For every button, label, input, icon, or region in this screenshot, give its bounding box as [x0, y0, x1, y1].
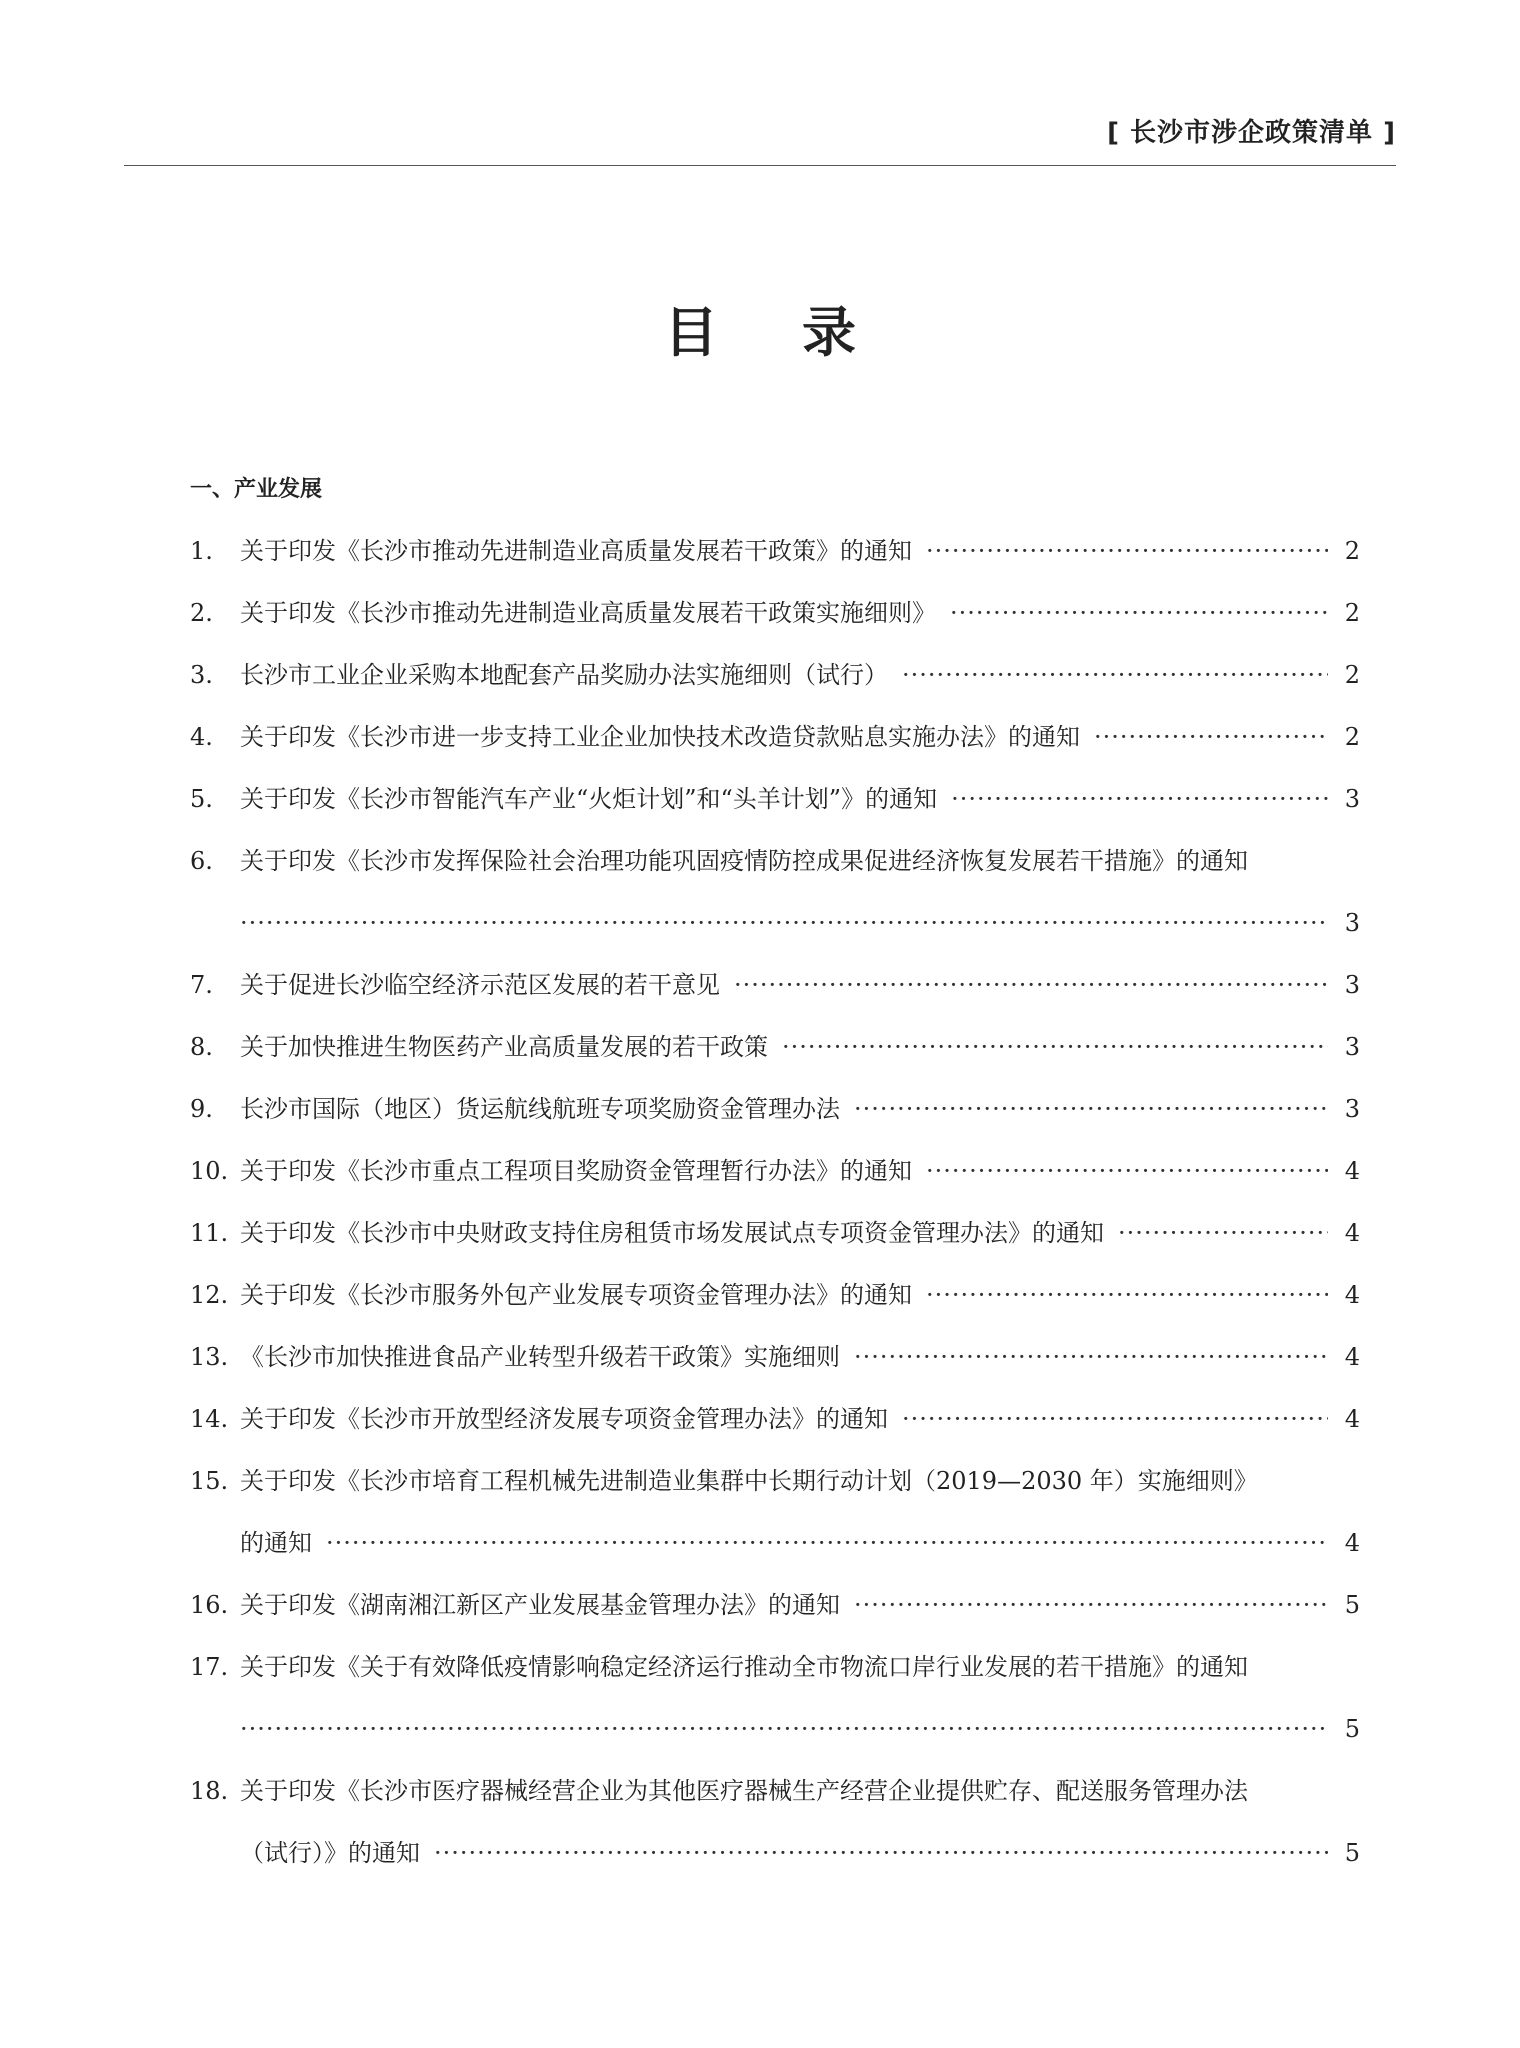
toc-entry-page: 4 [1344, 1529, 1360, 1557]
toc-entry-title: 关于印发《长沙市进一步支持工业企业加快技术改造贷款贴息实施办法》的通知 [240, 723, 1080, 751]
toc-entry-page: 3 [1344, 909, 1360, 937]
toc-entry[interactable] [190, 1264, 1360, 1326]
toc-entry-title: 长沙市国际（地区）货运航线航班专项奖励资金管理办法 [240, 1095, 840, 1123]
table-of-contents [190, 520, 1360, 1884]
toc-entry[interactable] [190, 1450, 1360, 1512]
toc-entry-title: 关于印发《长沙市推动先进制造业高质量发展若干政策》的通知 [240, 537, 912, 565]
toc-entry-page: 2 [1344, 723, 1360, 751]
toc-entry-page: 4 [1344, 1343, 1360, 1371]
toc-entry-number: 13. [190, 1343, 229, 1371]
toc-entry-title: 关于印发《长沙市重点工程项目奖励资金管理暂行办法》的通知 [240, 1157, 912, 1185]
toc-entry-number: 15. [190, 1467, 229, 1495]
toc-entry-continuation[interactable] [190, 1698, 1360, 1760]
toc-entry-title-continued: （试行）》的通知 [240, 1839, 420, 1867]
toc-entry-number: 4. [190, 723, 213, 751]
toc-entry-number: 1. [190, 537, 213, 565]
page-title [0, 290, 1520, 367]
toc-entry-title-continued: 的通知 [240, 1529, 312, 1557]
toc-entry-number: 3. [190, 661, 213, 689]
toc-entry-title: 关于印发《关于有效降低疫情影响稳定经济运行推动全市物流口岸行业发展的若干措施》的通知 [240, 1653, 1248, 1681]
toc-entry[interactable] [190, 706, 1360, 768]
toc-entry-title: 关于印发《长沙市中央财政支持住房租赁市场发展试点专项资金管理办法》的通知 [240, 1219, 1104, 1247]
toc-entry-page: 3 [1344, 1033, 1360, 1061]
toc-entry-page: 2 [1344, 599, 1360, 627]
toc-entry-page: 3 [1344, 785, 1360, 813]
toc-entry-continuation[interactable] [190, 892, 1360, 954]
toc-entry-title: 关于印发《湖南湘江新区产业发展基金管理办法》的通知 [240, 1591, 840, 1619]
toc-entry-page: 5 [1344, 1839, 1360, 1867]
dot-leader [240, 1698, 1328, 1760]
toc-entry-title: 关于印发《长沙市医疗器械经营企业为其他医疗器械生产经营企业提供贮存、配送服务管理办法 [240, 1777, 1248, 1805]
toc-entry[interactable] [190, 1016, 1360, 1078]
toc-entry[interactable] [190, 1574, 1360, 1636]
toc-entry-number: 14. [190, 1405, 229, 1433]
dot-leader [1118, 1202, 1328, 1264]
toc-entry-number: 8. [190, 1033, 213, 1061]
toc-entry[interactable] [190, 1078, 1360, 1140]
toc-entry-number: 11. [190, 1219, 229, 1247]
header-divider [124, 165, 1396, 166]
toc-entry-number: 6. [190, 847, 213, 875]
toc-entry-continuation[interactable] [190, 1822, 1360, 1884]
title-char-1: 目 [664, 301, 718, 364]
toc-entry-title: 关于印发《长沙市智能汽车产业“火炬计划”和“头羊计划”》的通知 [240, 785, 938, 813]
dot-leader [951, 768, 1328, 830]
toc-entry-title: 关于促进长沙临空经济示范区发展的若干意见 [240, 971, 720, 999]
dot-leader [854, 1078, 1328, 1140]
dot-leader [854, 1326, 1328, 1388]
toc-entry-title: 关于印发《长沙市培育工程机械先进制造业集群中长期行动计划（2019—2030 年）实施细则》 [240, 1467, 1258, 1495]
toc-entry-number: 2. [190, 599, 213, 627]
toc-entry-title: 长沙市工业企业采购本地配套产品奖励办法实施细则（试行） [240, 661, 888, 689]
dot-leader [902, 644, 1328, 706]
toc-entry[interactable] [190, 520, 1360, 582]
running-header-title: [ 长沙市涉企政策清单 ] [1107, 118, 1396, 148]
dot-leader [734, 954, 1328, 1016]
title-char-2: 录 [802, 301, 856, 364]
toc-entry-title: 关于加快推进生物医药产业高质量发展的若干政策 [240, 1033, 768, 1061]
toc-entry-page: 4 [1344, 1405, 1360, 1433]
toc-entry[interactable] [190, 1636, 1360, 1698]
toc-entry-number: 12. [190, 1281, 229, 1309]
toc-entry-continuation[interactable] [190, 1512, 1360, 1574]
section-heading: 一、产业发展 [190, 477, 323, 502]
toc-entry[interactable] [190, 1760, 1360, 1822]
dot-leader [926, 520, 1328, 582]
dot-leader [1094, 706, 1328, 768]
toc-entry-page: 4 [1344, 1219, 1360, 1247]
toc-entry-page: 4 [1344, 1281, 1360, 1309]
toc-entry[interactable] [190, 1326, 1360, 1388]
toc-entry[interactable] [190, 1202, 1360, 1264]
toc-entry-number: 9. [190, 1095, 213, 1123]
dot-leader [240, 892, 1328, 954]
dot-leader [902, 1388, 1328, 1450]
toc-entry-page: 5 [1344, 1715, 1360, 1743]
toc-entry[interactable] [190, 954, 1360, 1016]
toc-entry-title: 关于印发《长沙市服务外包产业发展专项资金管理办法》的通知 [240, 1281, 912, 1309]
toc-entry-number: 7. [190, 971, 213, 999]
toc-entry-page: 3 [1344, 971, 1360, 999]
toc-entry[interactable] [190, 1140, 1360, 1202]
toc-entry-page: 2 [1344, 537, 1360, 565]
toc-entry[interactable] [190, 768, 1360, 830]
toc-entry-page: 4 [1344, 1157, 1360, 1185]
toc-entry-title: 关于印发《长沙市发挥保险社会治理功能巩固疫情防控成果促进经济恢复发展若干措施》的通知 [240, 847, 1248, 875]
toc-entry-title: 关于印发《长沙市开放型经济发展专项资金管理办法》的通知 [240, 1405, 888, 1433]
dot-leader [926, 1264, 1328, 1326]
toc-entry-number: 16. [190, 1591, 229, 1619]
dot-leader [434, 1822, 1328, 1884]
toc-entry-page: 5 [1344, 1591, 1360, 1619]
toc-entry-title: 关于印发《长沙市推动先进制造业高质量发展若干政策实施细则》 [240, 599, 936, 627]
toc-entry-title: 《长沙市加快推进食品产业转型升级若干政策》实施细则 [240, 1343, 840, 1371]
dot-leader [854, 1574, 1328, 1636]
toc-entry-number: 18. [190, 1777, 229, 1805]
dot-leader [950, 582, 1328, 644]
toc-entry-number: 5. [190, 785, 213, 813]
dot-leader [326, 1512, 1328, 1574]
toc-entry-number: 10. [190, 1157, 229, 1185]
dot-leader [782, 1016, 1328, 1078]
toc-entry[interactable] [190, 830, 1360, 892]
toc-entry[interactable] [190, 644, 1360, 706]
toc-entry[interactable] [190, 1388, 1360, 1450]
toc-entry-page: 2 [1344, 661, 1360, 689]
toc-entry-page: 3 [1344, 1095, 1360, 1123]
dot-leader [926, 1140, 1328, 1202]
toc-entry-number: 17. [190, 1653, 229, 1681]
toc-entry[interactable] [190, 582, 1360, 644]
